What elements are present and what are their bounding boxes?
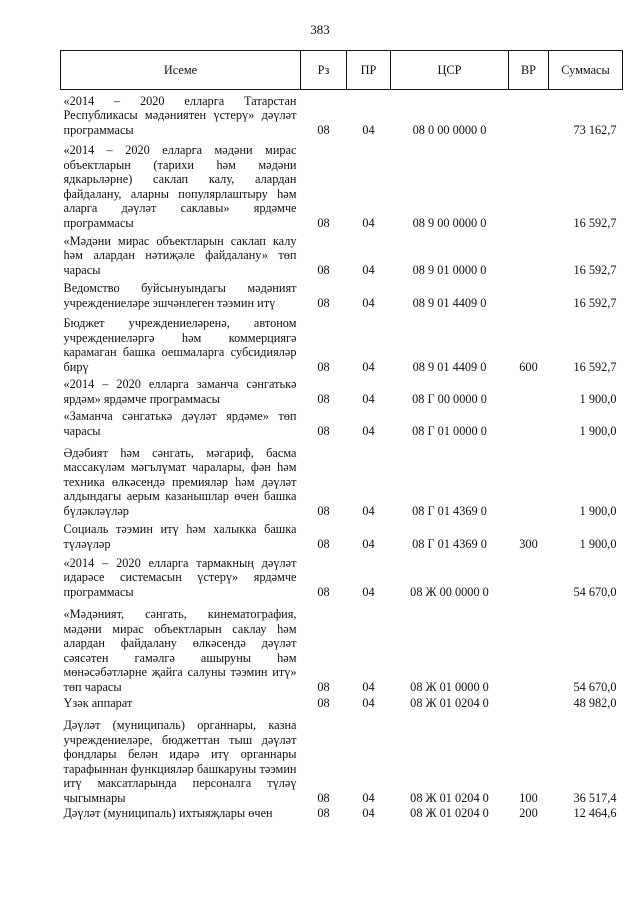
page-number: 383: [310, 22, 330, 37]
row-rz: 08: [317, 695, 330, 710]
row-csr: 08 Г 00 0000 0: [412, 391, 487, 406]
row-name: «Мәдәни мирас объектларын саклап калу һәм алардан нәтиҗәле файдалану» төп чарасы: [63, 233, 297, 277]
row-amount: 16 592,7: [573, 262, 617, 277]
row-amount: 36 517,4: [573, 790, 617, 805]
row-amount: 1 900,0: [579, 391, 617, 406]
row-name: Әдәбият һәм сәнгать, мәгариф, басма массакүләм мәгълүмат чаралары, фән һәм техника өлкәсендә премияләр һәм дәүләт алдындагы аерым казанышлар өчен башка бүләкләүләр: [63, 445, 297, 518]
row-rz: 08: [317, 805, 330, 820]
table-row: [61, 552, 623, 600]
row-pr: 04: [362, 536, 375, 551]
row-amount: 16 592,7: [573, 215, 617, 230]
table-row: [61, 90, 623, 138]
table-row: [61, 311, 623, 375]
row-name: «Заманча сәнгатькә дәүләт ярдәме» төп чарасы: [63, 409, 297, 438]
row-amount: 54 670,0: [573, 584, 617, 599]
header-pr: ПР: [347, 51, 391, 90]
row-vr: [509, 90, 549, 138]
row-name: Социаль тәэмин итү һәм халыкка башка түләүләр: [63, 522, 297, 551]
row-rz: 08: [317, 122, 330, 137]
table-header-row: [61, 51, 623, 90]
row-csr: 08 9 01 0000 0: [412, 262, 487, 277]
row-csr: 08 0 00 0000 0: [412, 122, 487, 137]
row-csr: 08 Г 01 4369 0: [412, 536, 487, 551]
row-csr: 08 Г 01 0000 0: [412, 423, 487, 438]
row-vr: [509, 439, 549, 519]
row-name: Ведомство буйсынуындагы мәдәният учреждениеләре эшчәнлеген тәэмин итү: [63, 281, 297, 310]
row-rz: 08: [317, 503, 330, 518]
row-rz: 08: [317, 423, 330, 438]
row-rz: 08: [317, 536, 330, 551]
row-rz: 08: [317, 679, 330, 694]
row-csr: 08 9 00 0000 0: [412, 215, 487, 230]
row-name: Дәүләт (муниципаль) ихтыяҗлары өчен: [63, 805, 273, 820]
header-name: Исеме: [61, 51, 301, 90]
row-vr: 300: [519, 536, 538, 551]
row-pr: 04: [362, 805, 375, 820]
row-rz: 08: [317, 262, 330, 277]
row-pr: 04: [362, 359, 375, 374]
table-row: [61, 711, 623, 806]
row-name: Дәүләт (муниципаль) органнары, казна учреждениеләре, бюджеттан тыш дәүләт фондлары белән идарә итү органнары тарафыннан функцияләр башкаруны тәэмин итү максатларында персоналга түләү чыгымнары: [63, 717, 297, 805]
row-name: «2014 – 2020 елларга заманча сәнгатькә ярдәм» ярдәмче программасы: [63, 377, 297, 406]
row-csr: 08 Ж 01 0204 0: [410, 695, 489, 710]
row-amount: 1 900,0: [579, 503, 617, 518]
budget-table: [60, 50, 623, 824]
row-name: Үзәк аппарат: [63, 695, 133, 710]
row-vr: [509, 375, 549, 407]
row-rz: 08: [317, 359, 330, 374]
row-rz: 08: [317, 584, 330, 599]
row-csr: 08 Ж 00 0000 0: [410, 584, 489, 599]
row-csr: 08 Ж 01 0000 0: [410, 679, 489, 694]
row-vr: [509, 231, 549, 278]
row-rz: 08: [317, 215, 330, 230]
row-amount: 54 670,0: [573, 679, 617, 694]
row-amount: 12 464,6: [573, 805, 617, 820]
row-amount: 16 592,7: [573, 359, 617, 374]
row-name: «Мәдәният, сәнгать, кинематография, мәдәни мирас объектларын саклау һәм алардан файдалану өлкәсендә дәүләт сәясәтен гамәлгә ашыруны һәм мөнәсәбәтләрне җайга салуны тәэмин итү» төп чарасы: [63, 606, 297, 694]
row-csr: 08 Ж 01 0204 0: [410, 805, 489, 820]
row-csr: 08 9 01 4409 0: [412, 295, 487, 310]
row-vr: [509, 407, 549, 439]
table-row: [61, 407, 623, 439]
row-pr: 04: [362, 503, 375, 518]
row-pr: 04: [362, 391, 375, 406]
row-pr: 04: [362, 295, 375, 310]
row-vr: [509, 695, 549, 711]
row-csr: 08 Г 01 4369 0: [412, 503, 487, 518]
header-vr: ВР: [509, 51, 549, 90]
table-row: [61, 439, 623, 519]
header-amount: Суммасы: [549, 51, 623, 90]
row-vr: [509, 552, 549, 600]
row-pr: 04: [362, 584, 375, 599]
row-pr: 04: [362, 695, 375, 710]
row-pr: 04: [362, 215, 375, 230]
row-name: Бюджет учреждениеләренә, автоном учреждениеләргә һәм коммерциягә карамаган башка оешмаларга субсидияләр бирү: [63, 316, 297, 374]
row-vr: 100: [519, 790, 538, 805]
table-row: [61, 231, 623, 278]
table-row: [61, 278, 623, 311]
row-rz: 08: [317, 790, 330, 805]
row-amount: 73 162,7: [573, 122, 617, 137]
row-pr: 04: [362, 122, 375, 137]
row-name: «2014 – 2020 елларга мәдәни мирас объектларын (тарихи һәм мәдәни ядкарьләрне) саклап калу, алардан файдалану, аларны популярлаштыру һәм аларга дәүләт саклавы» ярдәмче программасы: [63, 142, 297, 230]
table-row: [61, 519, 623, 552]
row-amount: 48 982,0: [573, 695, 617, 710]
header-csr: ЦСР: [391, 51, 509, 90]
table-row: [61, 375, 623, 407]
row-rz: 08: [317, 391, 330, 406]
table-row: [61, 138, 623, 231]
row-amount: 1 900,0: [579, 536, 617, 551]
table-row: [61, 695, 623, 711]
row-vr: 600: [519, 359, 538, 374]
row-rz: 08: [317, 295, 330, 310]
row-amount: 1 900,0: [579, 423, 617, 438]
row-csr: 08 Ж 01 0204 0: [410, 790, 489, 805]
row-vr: [509, 600, 549, 695]
row-pr: 04: [362, 423, 375, 438]
row-name: «2014 – 2020 елларга Татарстан Республикасы мәдәниятен үстерү» дәүләт программасы: [63, 93, 297, 137]
table-row: [61, 806, 623, 824]
row-csr: 08 9 01 4409 0: [412, 359, 487, 374]
row-vr: [509, 138, 549, 231]
row-pr: 04: [362, 262, 375, 277]
row-vr: 200: [519, 805, 538, 820]
row-vr: [509, 278, 549, 311]
row-amount: 16 592,7: [573, 295, 617, 310]
header-rz: Рз: [301, 51, 347, 90]
row-pr: 04: [362, 679, 375, 694]
row-pr: 04: [362, 790, 375, 805]
table-row: [61, 600, 623, 695]
row-name: «2014 – 2020 елларга тармакның дәүләт идарәсе системасын үстерү» ярдәмче программасы: [63, 555, 297, 599]
